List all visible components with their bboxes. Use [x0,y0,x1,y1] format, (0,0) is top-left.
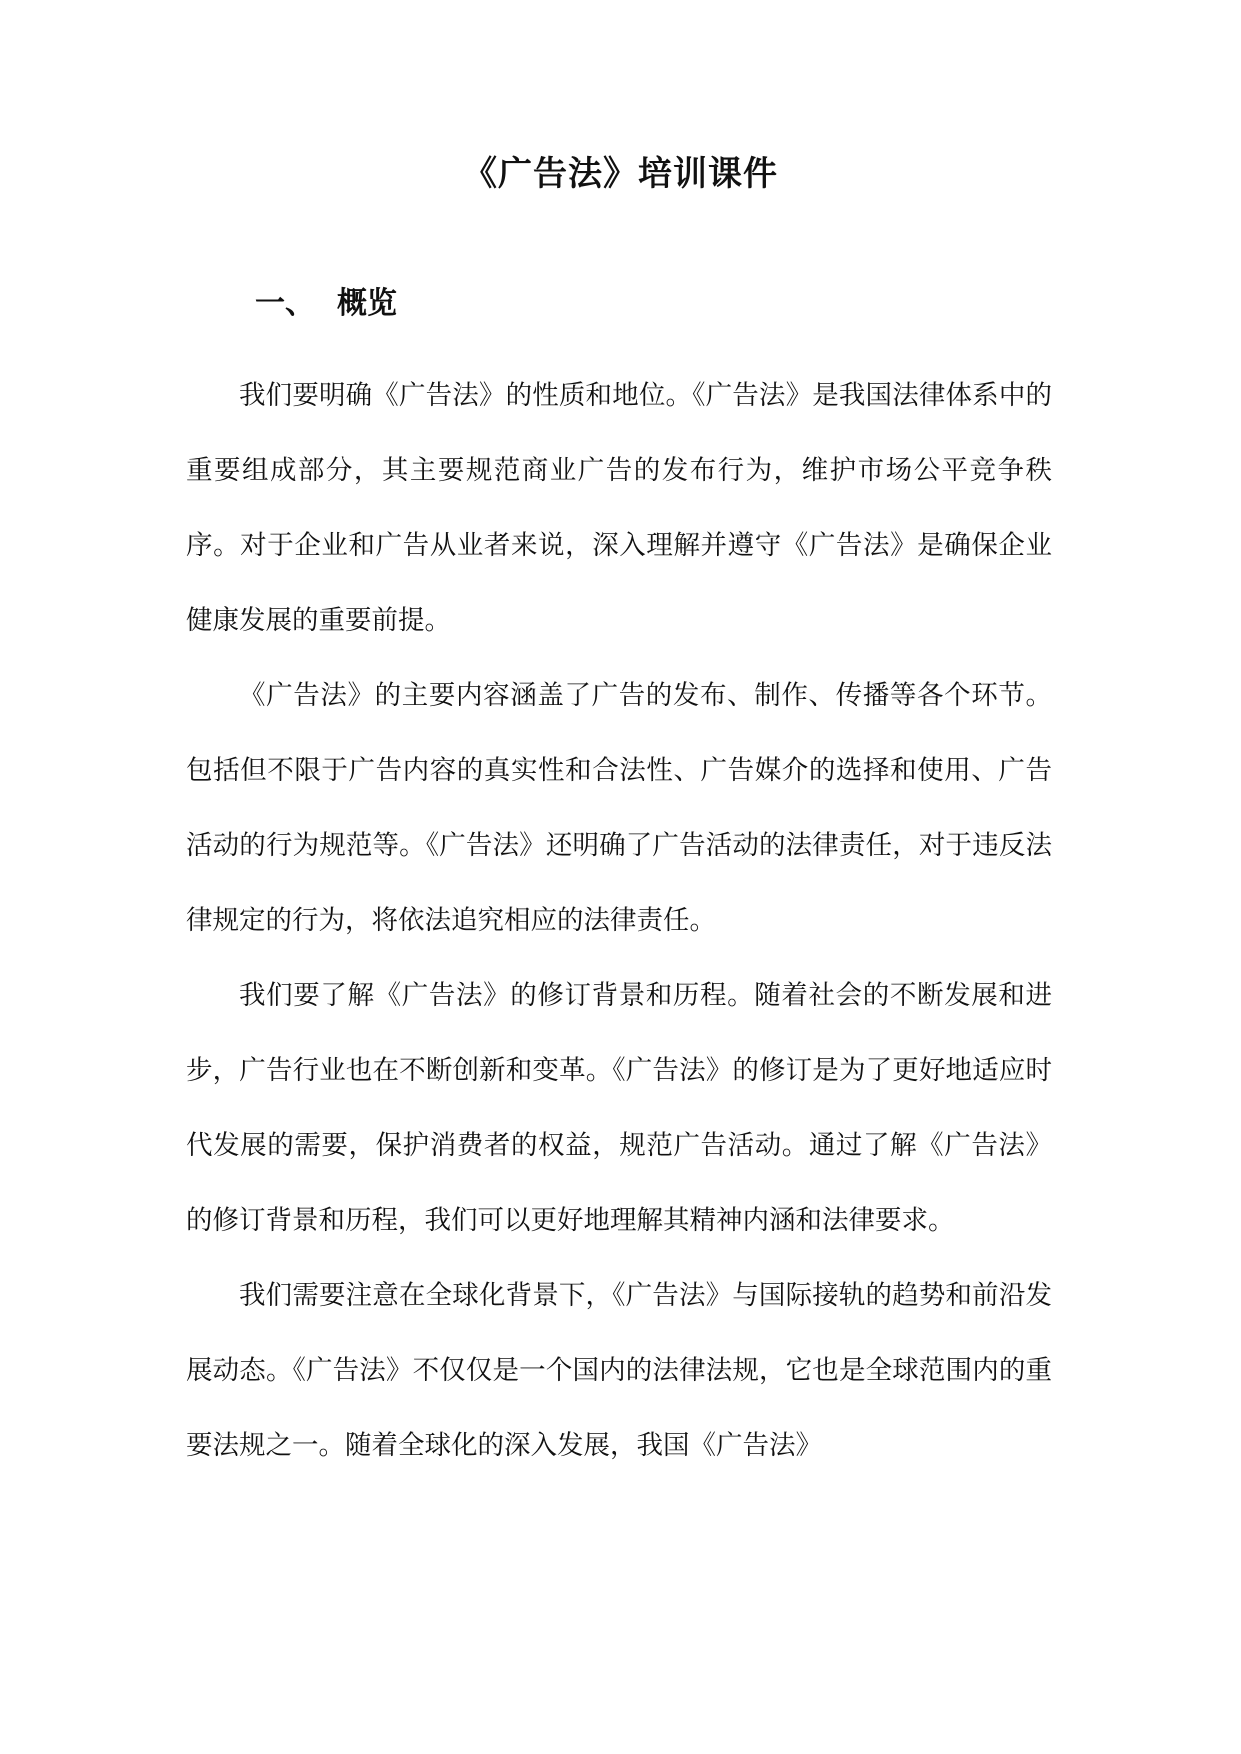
section-number: 一、 [255,286,315,321]
document-title: 《广告法》培训课件 [463,154,778,194]
section-heading-text: 概览 [337,286,397,321]
paragraph: 我们需要注意在全球化背景下，《广告法》与国际接轨的趋势和前沿发展动态。《广告法》不仅仅是一个国内的法律法规，它也是全球范围内的重要法规之一。随着全球化的深入发展，我国《广告法》 [186,1280,1052,1461]
section-heading [255,282,397,326]
paragraph: 我们要了解《广告法》的修订背景和历程。随着社会的不断发展和进步，广告行业也在不断创新和变革。《广告法》的修订是为了更好地适应时代发展的需要，保护消费者的权益，规范广告活动。通过了解《广告法》的修订背景和历程，我们可以更好地理解其精神内涵和法律要求。 [186,980,1052,1236]
paragraph: 《广告法》的主要内容涵盖了广告的发布、制作、传播等各个环节。包括但不限于广告内容的真实性和合法性、广告媒介的选择和使用、广告活动的行为规范等。《广告法》还明确了广告活动的法律责任，对于违反法律规定的行为，将依法追究相应的法律责任。 [186,680,1052,936]
body-text [186,358,1052,1483]
paragraph: 我们要明确《广告法》的性质和地位。《广告法》是我国法律体系中的重要组成部分，其主要规范商业广告的发布行为，维护市场公平竞争秩序。对于企业和广告从业者来说，深入理解并遵守《广告法》是确保企业健康发展的重要前提。 [186,380,1052,636]
